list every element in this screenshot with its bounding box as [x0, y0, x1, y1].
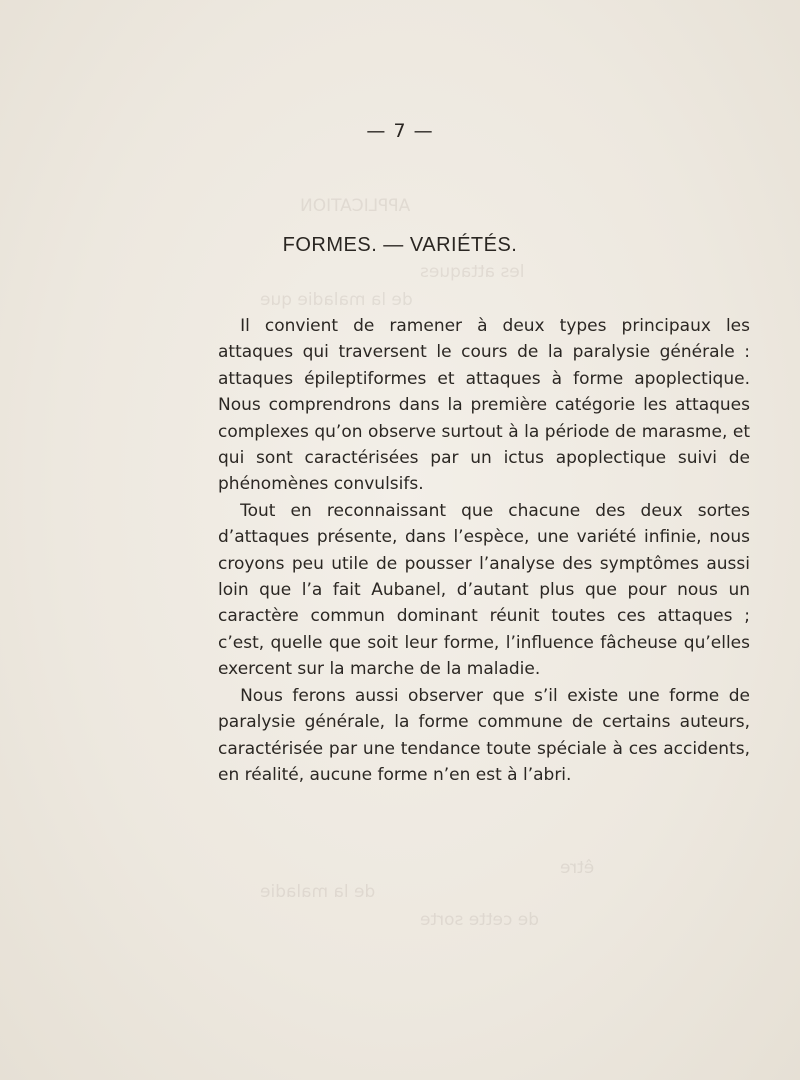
paragraph: Il convient de ramener à deux types principaux les attaques qui traversent le cours de la paralysie générale : attaques épileptiformes et attaques à forme apoplectique. Nous comprendrons dans la première catégorie les attaques complexes qu’on observe surtout à la période de marasme, et qui sont caractérisées par un ictus apoplectique suivi de phénomènes convulsifs. — [218, 316, 750, 495]
section-title: FORMES. — VARIÉTÉS. — [282, 234, 518, 256]
paragraph: Tout en reconnaissant que chacune des deux sortes d’attaques présente, dans l’espèce, une variété infinie, nous croyons peu utile de pousser l’analyse des symptômes aussi loin que l’a fait Aubanel, d’autant plus que pour nous un caractère commun dominant réunit toutes ces attaques ; c’est, quelle que soit leur forme, l’influence fâcheuse qu’elles exercent sur la marche de la maladie. — [218, 500, 750, 680]
bleed-through-text: de cette sorte — [420, 910, 540, 930]
paragraph: Nous ferons aussi observer que s’il existe une forme de paralysie générale, la forme commune de certains auteurs, caractérisée par une tendance toute spéciale à ces accidents, en réalité, aucune forme n’en est à l’abri. — [218, 685, 750, 785]
bleed-through-text: APPLICATION — [300, 196, 411, 216]
bleed-through-text: être — [560, 858, 595, 878]
body-text — [218, 313, 750, 788]
bleed-through-text: de la maladie — [260, 882, 376, 902]
bleed-through-text: de la maladie que — [260, 290, 413, 310]
page-number: — 7 — — [366, 120, 434, 142]
bleed-through-text: les attaques — [420, 262, 525, 282]
